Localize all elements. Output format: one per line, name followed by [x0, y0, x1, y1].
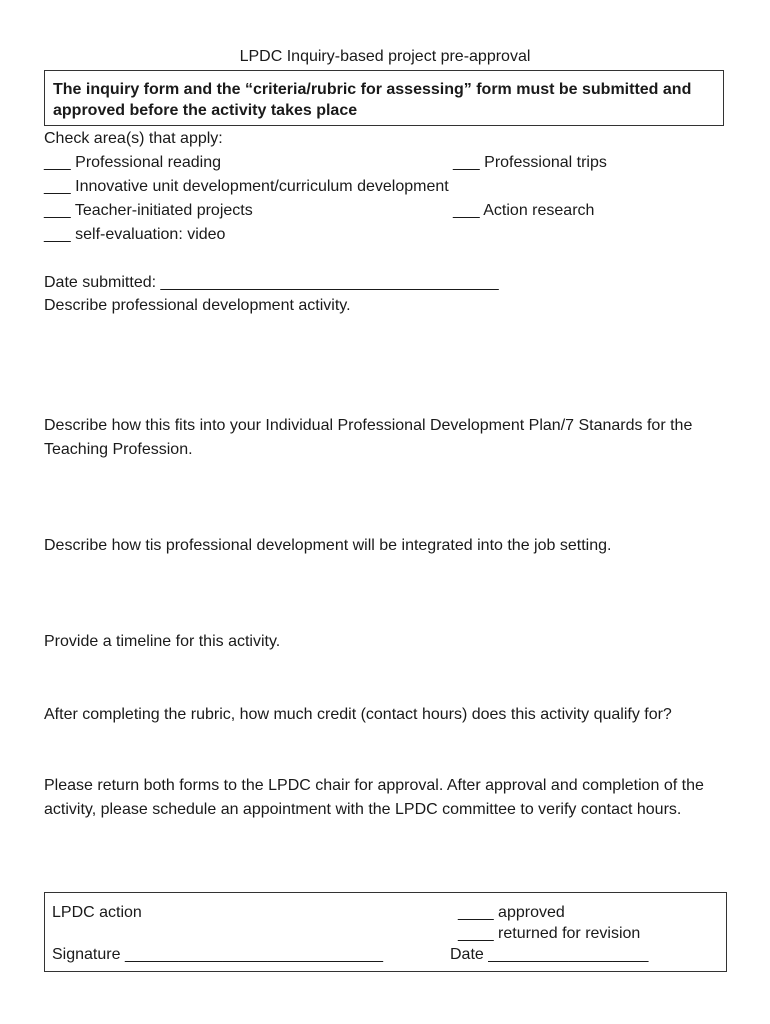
- return-instructions: Please return both forms to the LPDC chair for approval. After approval and completion of the activity, please schedule an appointment with the LPDC committee to verify contact hours.: [44, 777, 704, 818]
- option-professional-trips[interactable]: ___ Professional trips: [453, 154, 607, 171]
- signature-field[interactable]: Signature _____________________________: [52, 946, 383, 963]
- option-curriculum-development[interactable]: ___ Innovative unit development/curriculum development: [44, 178, 449, 195]
- date-submitted-field[interactable]: Date submitted: ______________________________________: [44, 274, 499, 291]
- question-ipdp-fit: Describe how this fits into your Individual Professional Development Plan/7 Stanards for the Teaching Profession.: [44, 417, 693, 458]
- question-contact-hours: After completing the rubric, how much credit (contact hours) does this activity qualify for?: [44, 706, 672, 723]
- approved-option[interactable]: ____ approved: [458, 904, 565, 921]
- returned-for-revision-option[interactable]: ____ returned for revision: [458, 925, 641, 942]
- option-professional-reading[interactable]: ___ Professional reading: [44, 154, 222, 171]
- submission-notice: The inquiry form and the “criteria/rubric for assessing” form must be submitted and approved before the activity takes place: [44, 70, 724, 126]
- page-title: LPDC Inquiry-based project pre-approval: [239, 48, 531, 65]
- lpdc-action-label: LPDC action: [52, 904, 142, 921]
- date-field[interactable]: Date __________________: [450, 946, 649, 963]
- option-teacher-initiated-projects[interactable]: ___ Teacher-initiated projects: [44, 202, 253, 219]
- question-job-integration: Describe how tis professional development will be integrated into the job setting.: [44, 537, 612, 554]
- question-timeline: Provide a timeline for this activity.: [44, 633, 281, 650]
- check-area-heading: Check area(s) that apply:: [44, 130, 223, 147]
- option-action-research[interactable]: ___ Action research: [453, 202, 595, 219]
- option-self-evaluation-video[interactable]: ___ self-evaluation: video: [44, 226, 226, 243]
- question-describe-activity: Describe professional development activity.: [44, 297, 351, 314]
